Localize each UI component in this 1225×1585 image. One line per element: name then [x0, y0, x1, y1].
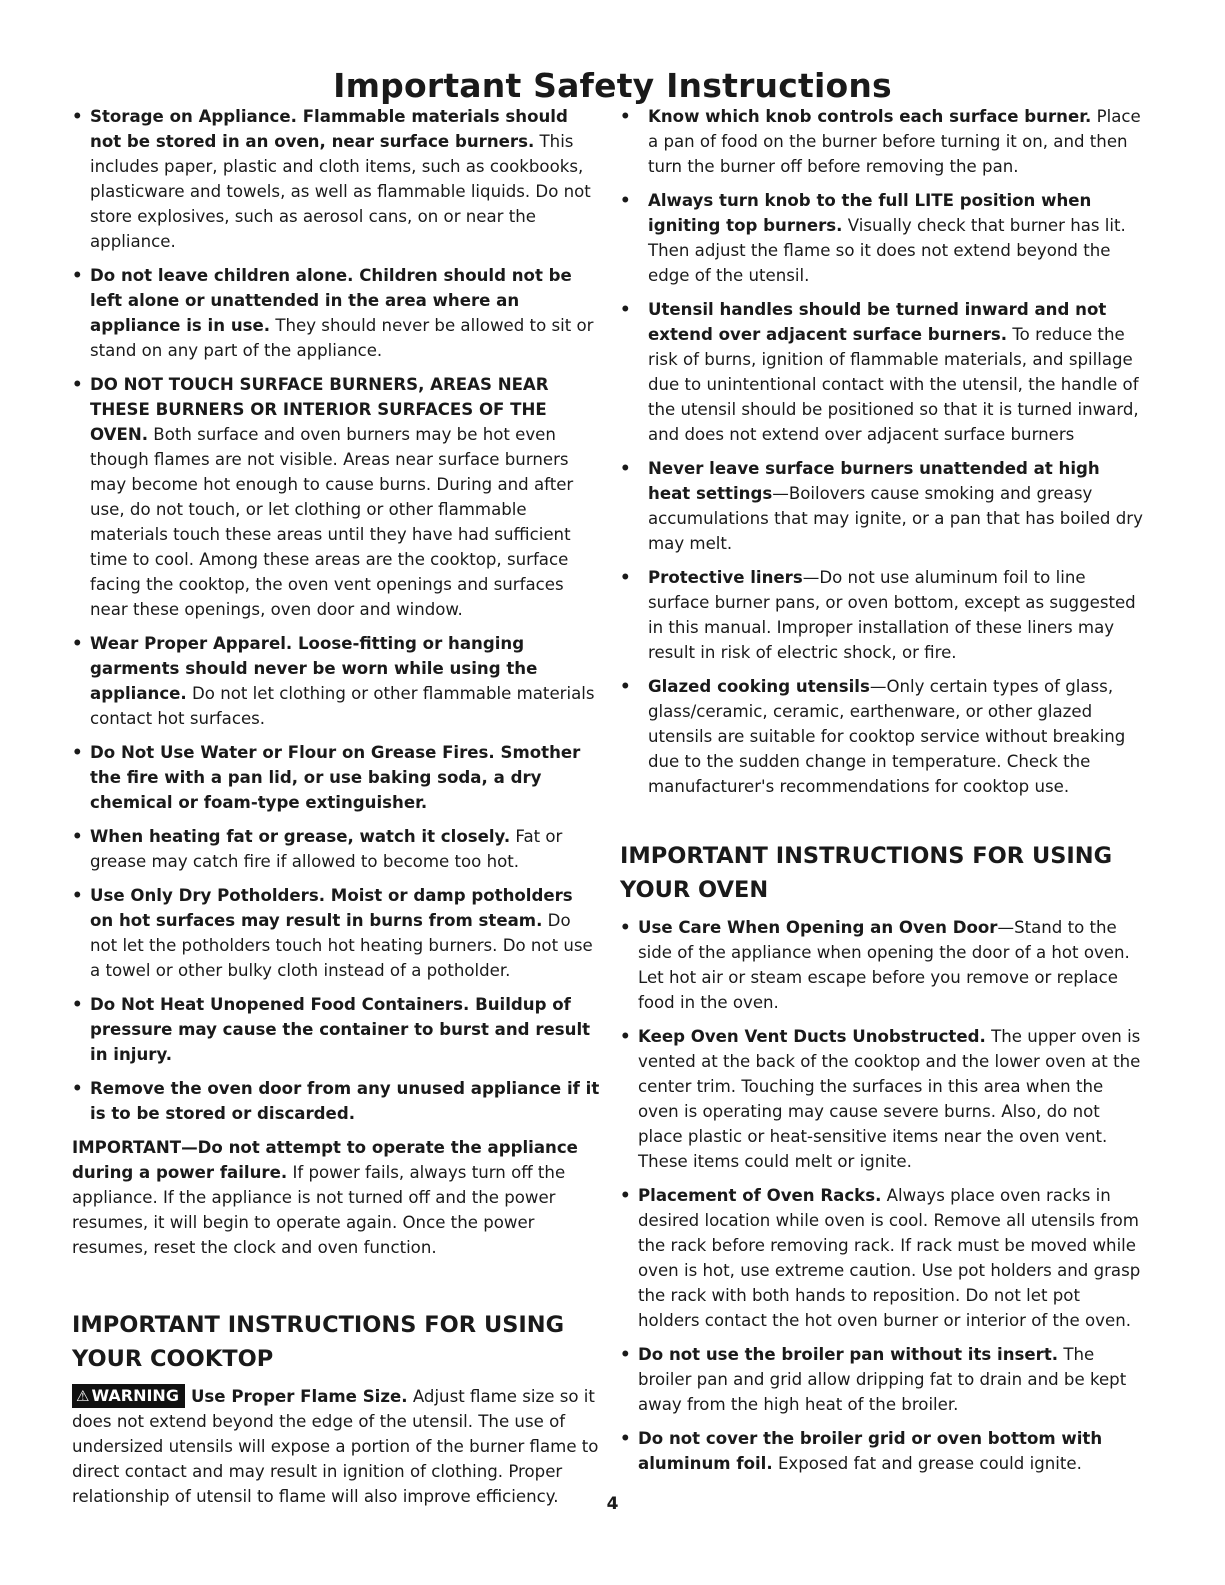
list-item [72, 992, 600, 1067]
list-item [72, 1076, 600, 1126]
item-lead: Utensil handles should be turned inward and not extend over adjacent surface burners. [648, 300, 1107, 344]
bullet-icon: • [620, 1027, 631, 1046]
item-lead: Protective liners [648, 568, 803, 587]
left-column [72, 104, 600, 1509]
item-text: Fat or grease may catch fire if allowed to become too hot. [90, 827, 563, 871]
item-text: They should never be allowed to sit or stand on any part of the appliance. [90, 316, 594, 360]
item-lead: Know which knob controls each surface burner. [648, 107, 1092, 126]
bullet-icon: • [620, 191, 631, 210]
item-text: Place a pan of food on the burner before turning it on, and then turn the burner off before removing the pan. [648, 107, 1141, 176]
item-text: Both surface and oven burners may be hot even though flames are not visible. Areas near surface burners may become hot enough to cause burns. During and after use, do not touch, or let clothing or other flammable materials touch these areas until they have had sufficient time to cool. Among these areas are the cooktop, surface facing the cooktop, the oven vent openings and surfaces near these openings, oven door and window. [90, 425, 574, 619]
bullet-icon: • [620, 459, 631, 478]
item-lead: Do not leave children alone. Children should not be left alone or unattended in the area where an appliance is in use. [90, 266, 572, 335]
item-lead: Do not use the broiler pan without its insert. [638, 1345, 1059, 1364]
warning-triangle-icon: ⚠ [76, 1387, 90, 1405]
warning-label: WARNING [91, 1386, 179, 1405]
bullet-icon: • [72, 1079, 83, 1098]
list-item [620, 674, 1146, 799]
item-lead: Use Care When Opening an Oven Door [638, 918, 998, 937]
warning-lead: Use Proper Flame Size. [190, 1387, 408, 1406]
bullet-icon: • [72, 266, 83, 285]
bullet-icon: • [620, 1345, 631, 1364]
important-paragraph [72, 1135, 600, 1260]
list-item [620, 1024, 1146, 1174]
bullet-icon: • [620, 300, 631, 319]
item-text: Exposed fat and grease could ignite. [772, 1454, 1082, 1473]
item-text: —Only certain types of glass, glass/ceramic, ceramic, earthenware, or other glazed utensils are suitable for cooktop service without breaking due to the sudden change in temperature. Check the manufacturer's recommendations for cooktop use. [648, 677, 1126, 796]
important-text: If power fails, always turn off the appliance. If the appliance is not turned off and the power resumes, it will begin to operate again. Once the power resumes, reset the clock and oven function. [72, 1163, 566, 1257]
right-bullet-list [620, 104, 1146, 799]
item-lead: Wear Proper Apparel. Loose-fitting or hanging garments should never be worn while using the appliance. [90, 634, 538, 703]
page-title: Important Safety Instructions [333, 66, 892, 105]
warning-badge [72, 1384, 185, 1408]
item-lead: Always turn knob to the full LITE position when igniting top burners. [648, 191, 1092, 235]
item-text: Always place oven racks in desired location while oven is cool. Remove all utensils from the rack before removing rack. If rack must be moved while oven is hot, use extreme caution. Use pot holders and grasp the rack with both hands to reposition. Do not let pot holders contact the hot oven burner or interior of the oven. [638, 1186, 1141, 1330]
bullet-icon: • [72, 995, 83, 1014]
left-bullet-list [72, 104, 600, 1126]
item-text: Do not let clothing or other flammable materials contact hot surfaces. [90, 684, 595, 728]
item-lead: Do Not Heat Unopened Food Containers. Buildup of pressure may cause the container to burst and result in injury. [90, 995, 591, 1064]
item-lead: Keep Oven Vent Ducts Unobstructed. [638, 1027, 986, 1046]
list-item [72, 263, 600, 363]
bullet-icon: • [620, 107, 631, 126]
bullet-icon: • [72, 107, 83, 126]
warning-paragraph [72, 1384, 600, 1509]
item-lead: Placement of Oven Racks. [638, 1186, 882, 1205]
warning-text: Adjust flame size so it does not extend beyond the edge of the utensil. The use of undersized utensils will expose a portion of the burner flame to direct contact and may result in ignition of clothing. Proper relationship of utensil to flame will also improve efficiency. [72, 1387, 599, 1506]
oven-section-heading: IMPORTANT INSTRUCTIONS FOR USING YOUR OVEN [620, 843, 1113, 903]
list-item [620, 915, 1146, 1015]
item-text: Visually check that burner has lit. Then adjust the flame so it does not extend beyond the edge of the utensil. [648, 216, 1126, 285]
item-text: Do not let the potholders touch hot heating burners. Do not use a towel or other bulky cloth instead of a potholder. [90, 911, 593, 980]
bullet-icon: • [620, 1186, 631, 1205]
item-text: The broiler pan and grid allow dripping fat to drain and be kept away from the high heat of the broiler. [638, 1345, 1127, 1414]
list-item [620, 1183, 1146, 1333]
item-lead: Glazed cooking utensils [648, 677, 870, 696]
item-lead: Storage on Appliance. Flammable materials should not be stored in an oven, near surface burners. [90, 107, 568, 151]
item-text: The upper oven is vented at the back of the cooktop and the lower oven at the center trim. Touching the surfaces in this area when the oven is operating may cause severe burns. Also, do not place plastic or heat-sensitive items near the oven vent. These items could melt or ignite. [638, 1027, 1141, 1171]
bullet-icon: • [72, 634, 83, 653]
list-item [620, 297, 1146, 447]
bullet-icon: • [72, 886, 83, 905]
item-lead: Do not cover the broiler grid or oven bottom with aluminum foil. [638, 1429, 1103, 1473]
list-item [620, 456, 1146, 556]
list-item [620, 188, 1146, 288]
cooktop-section-heading: IMPORTANT INSTRUCTIONS FOR USING YOUR COOKTOP [72, 1312, 565, 1372]
item-lead: Never leave surface burners unattended at high heat settings [648, 459, 1100, 503]
item-lead: DO NOT TOUCH SURFACE BURNERS, AREAS NEAR THESE BURNERS OR INTERIOR SURFACES OF THE OVEN. [90, 375, 549, 444]
item-text: —Boilovers cause smoking and greasy accumulations that may ignite, or a pan that has boiled dry may melt. [648, 484, 1143, 553]
list-item [72, 883, 600, 983]
item-lead: Use Only Dry Potholders. Moist or damp potholders on hot surfaces may result in burns from steam. [90, 886, 573, 930]
list-item [72, 104, 600, 254]
item-text: —Do not use aluminum foil to line surface burner pans, or oven bottom, except as suggested in this manual. Improper installation of these liners may result in risk of electric shock, or fire. [648, 568, 1136, 662]
bullet-icon: • [620, 1429, 631, 1448]
item-lead: Remove the oven door from any unused appliance if it is to be stored or discarded. [90, 1079, 600, 1123]
bullet-icon: • [620, 918, 631, 937]
page-number: 4 [606, 1494, 619, 1514]
bullet-icon: • [620, 677, 631, 696]
bullet-icon: • [72, 743, 83, 762]
list-item [72, 372, 600, 622]
list-item [72, 740, 600, 815]
oven-bullet-list [620, 915, 1146, 1476]
item-text: To reduce the risk of burns, ignition of flammable materials, and spillage due to unintentional contact with the utensil, the handle of the utensil should be positioned so that it is turned inward, and does not extend over adjacent surface burners [648, 325, 1139, 444]
item-text: —Stand to the side of the appliance when opening the door of a hot oven. Let hot air or steam escape before you remove or replace food in the oven. [638, 918, 1130, 1012]
item-lead: When heating fat or grease, watch it closely. [90, 827, 511, 846]
list-item [72, 631, 600, 731]
list-item [72, 824, 600, 874]
bullet-icon: • [72, 375, 83, 394]
list-item [620, 104, 1146, 179]
list-item [620, 1426, 1146, 1476]
right-column [620, 104, 1146, 1485]
bullet-icon: • [72, 827, 83, 846]
item-text: This includes paper, plastic and cloth items, such as cookbooks, plasticware and towels, as well as flammable liquids. Do not store explosives, such as aerosol cans, on or near the appliance. [90, 132, 591, 251]
important-lead: IMPORTANT—Do not attempt to operate the appliance during a power failure. [72, 1138, 578, 1182]
bullet-icon: • [620, 568, 631, 587]
list-item [620, 1342, 1146, 1417]
item-lead: Do Not Use Water or Flour on Grease Fires. Smother the fire with a pan lid, or use baking soda, a dry chemical or foam-type extinguisher. [90, 743, 581, 812]
list-item [620, 565, 1146, 665]
